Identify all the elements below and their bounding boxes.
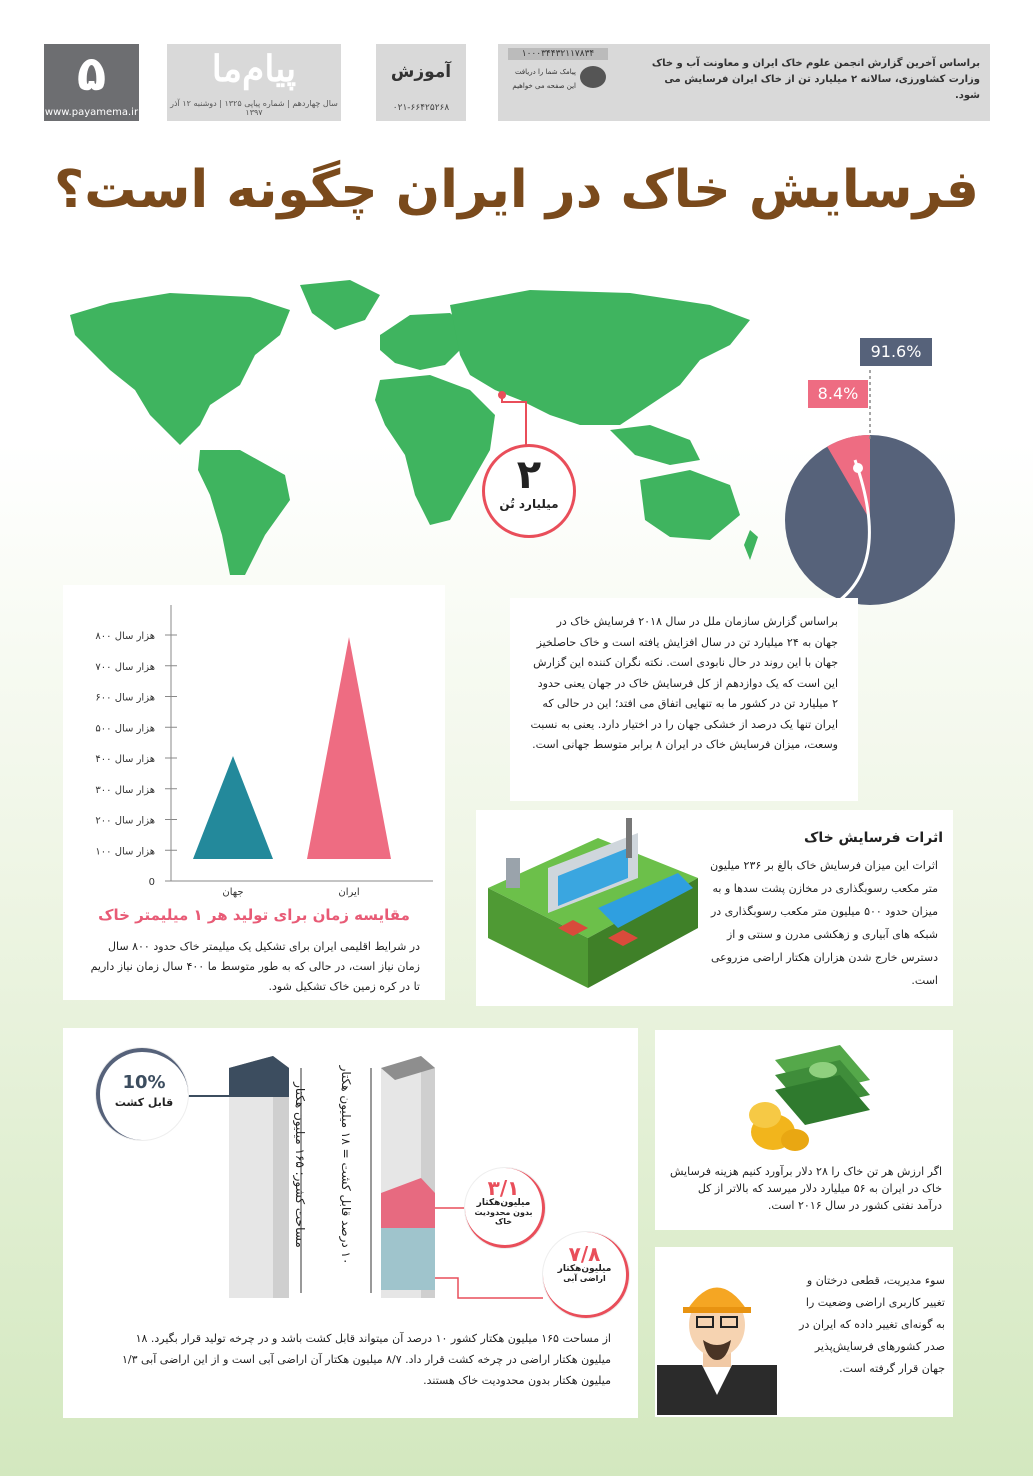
chart-y-ticks — [95, 631, 177, 888]
chart-category-label: جهان — [222, 887, 244, 898]
newspaper-logo — [167, 44, 341, 121]
issue-line: سال چهاردهم | شماره پیاپی ۱۳۲۵ | دوشنبه ۱۲ آذر ۱۳۹۷ — [170, 99, 338, 117]
pie-label-small: 8.4% — [808, 380, 868, 408]
bar1-label: مساحت کشور: ۱۶۵ میلیون هکتار — [293, 1082, 307, 1248]
page-number-block — [44, 44, 139, 121]
section-title: آموزش — [390, 62, 452, 82]
chart-marks — [193, 637, 391, 898]
world-map — [50, 275, 760, 585]
un-report-text: براساس گزارش سازمان ملل در سال ۲۰۱۸ فرسایش خاک در جهان به ۲۴ میلیارد تن در سال افزایش یافته است و خاک حاصلخیز جهان با این روند در حال نابودی است. نکته نگران کننده این گزارش این است که یک دوازدهم از کل فرسایش خاک در جهان یعنی حدود ۲ میلیارد تن در کشور ما به تنهایی اتفاق می افتد؛ این در حالی که ایران تنها یک درصد از خشکی جهان را در اختیار دارد. یعنی به نسبت وسعت، میزان فرسایش خاک در ایران ۸ برابر متوسط جهانی است. — [510, 598, 858, 801]
badge-7-8 — [543, 1232, 629, 1318]
bar2-label: ۱۰ درصد قابل کشت = ۱۸ میلیون هکتار — [339, 1065, 353, 1265]
chart-tick-label: ۷۰۰ هزار سال — [95, 661, 155, 673]
badge-3-1 — [465, 1168, 545, 1248]
section-block — [376, 44, 466, 121]
pie-arrow-dot — [853, 463, 863, 473]
chart-tick-label: ۵۰۰ هزار سال — [95, 723, 155, 735]
effects-text: اثرات این میزان فرسایش خاک بالغ بر ۲۳۶ میلیون متر مکعب رسوبگذاری در مخازن پشت سدها و به میزان حدود ۵۰۰ میلیون متر مکعب رسوبگذاری در شبکه های آبیاری و زهکشی مدرن و سنتی و از دسترس خارج شدن هزاران هکتار اراضی مزروعی است. — [710, 859, 938, 987]
sms-tagline-1: پیامک شما را دریافت — [514, 68, 576, 76]
soil-formation-chart — [63, 585, 445, 905]
site-url[interactable]: www.payamema.ir — [44, 107, 139, 118]
logo-text: پیام‌ما — [211, 48, 297, 90]
marker-unit: میلیارد تُن — [499, 497, 559, 511]
page-number: ۵ — [76, 46, 107, 102]
chart-tick-label: ۳۰۰ هزار سال — [95, 784, 155, 796]
engineer-icon — [657, 1255, 777, 1415]
phone-number: ۰۲۱-۶۶۴۲۵۲۶۸ — [392, 103, 450, 113]
chart-bar-1 — [307, 637, 391, 859]
chart-tick-label: 0 — [148, 877, 155, 888]
arable-percent-badge — [96, 1048, 188, 1140]
money-icon — [745, 1040, 875, 1155]
management-text: سوء مدیریت، قطعی درختان و تغییر کاربری اراضی وضعیت را به گونه‌ای تغییر داده که ایران در صدر کشورهای فرسایش‌پذیر جهان قرار گرفته است. — [799, 1274, 945, 1375]
iran-erosion-marker — [482, 444, 576, 538]
north-america — [70, 293, 290, 445]
dam-illustration — [488, 818, 698, 998]
chart-bar-0 — [193, 756, 273, 859]
australia — [640, 470, 740, 540]
bar2-label-wrap — [326, 1060, 366, 1270]
badge-3-1-value: ۳/۱ — [487, 1176, 520, 1200]
southeast-asia — [610, 425, 700, 465]
new-zealand — [744, 530, 758, 560]
sms-block — [498, 44, 990, 121]
page-title: فرسایش خاک در ایران چگونه است؟ — [54, 160, 979, 220]
iran-leader-line — [502, 395, 526, 445]
asia — [450, 290, 750, 425]
chart-tick-label: ۴۰۰ هزار سال — [95, 754, 155, 765]
bar1-label-wrap — [280, 1060, 320, 1270]
chart-title: مقایسه زمان برای تولید هر ۱ میلیمتر خاک — [98, 906, 410, 924]
badge-7-8-desc: اراضی آبی — [563, 1274, 606, 1283]
arable-percent: 10% — [122, 1072, 166, 1093]
africa — [375, 375, 495, 525]
south-america — [198, 450, 290, 575]
chat-bubble-icon — [580, 66, 606, 88]
badge-7-8-value: ۷/۸ — [568, 1242, 601, 1266]
greenland — [300, 280, 380, 330]
arable-land-text: از مساحت ۱۶۵ میلیون هکتار کشور ۱۰ درصد آن میتواند قابل کشت باشد و در چرخه تولید قرار بگیرد. ۱۸ میلیون هکتار اراضی در چرخه کشت قرار داد. ۸/۷ میلیون هکتار آن اراضی آبی است و از این اراضی آبی ۱/۳ میلیون هکتار بدون محدودیت خاک هستند. — [121, 1332, 611, 1387]
chart-tick-label: ۸۰۰ هزار سال — [95, 631, 155, 642]
badge-3-1-desc: بدون محدودیت خاک — [474, 1208, 533, 1226]
chart-category-label: ایران — [338, 887, 360, 898]
chart-tick-label: ۶۰۰ هزار سال — [95, 692, 155, 704]
marker-value: ۲ — [516, 452, 542, 498]
badge-7-8-unit: میلیون‌هکتار — [557, 1264, 612, 1274]
pie-label-big: 91.6% — [860, 338, 932, 366]
sms-tagline-2: این صفحه می خواهیم — [512, 82, 576, 90]
sms-number: ۱۰۰۰۳۴۴۳۲۱۱۷۸۳۴ — [508, 48, 608, 60]
arable-label: قابل کشت — [114, 1096, 174, 1109]
chart-caption: در شرایط اقلیمی ایران برای تشکیل یک میلیمتر خاک حدود ۸۰۰ سال زمان نیاز است، در حالی که به طور متوسط ما ۴۰۰ سال زمان نیاز داریم تا در کره زمین خاک تشکیل شود. — [90, 940, 420, 993]
money-text: اگر ارزش هر تن خاک را ۲۸ دلار برآورد کنیم هزینه فرسایش خاک در ایران به ۵۶ میلیارد دلار میرسد که بالاتر از کل درآمد نفتی کشور در سال ۲۰۱۶ است. — [670, 1165, 942, 1212]
badge-3-1-unit: میلیون‌هکتار — [476, 1198, 531, 1208]
chart-tick-label: ۲۰۰ هزار سال — [95, 815, 155, 827]
chart-tick-label: ۱۰۰ هزار سال — [95, 846, 155, 858]
erosion-share-pie — [780, 330, 980, 630]
iran-dot — [498, 391, 506, 399]
header-news: براساس آخرین گزارش انجمن علوم خاک ایران و معاونت آب و خاک وزارت کشاورزی، سالانه ۲ میلیارد تن از خاک ایران فرسایش می شود. — [651, 58, 980, 101]
effects-title: اثرات فرسایش خاک — [803, 830, 943, 846]
